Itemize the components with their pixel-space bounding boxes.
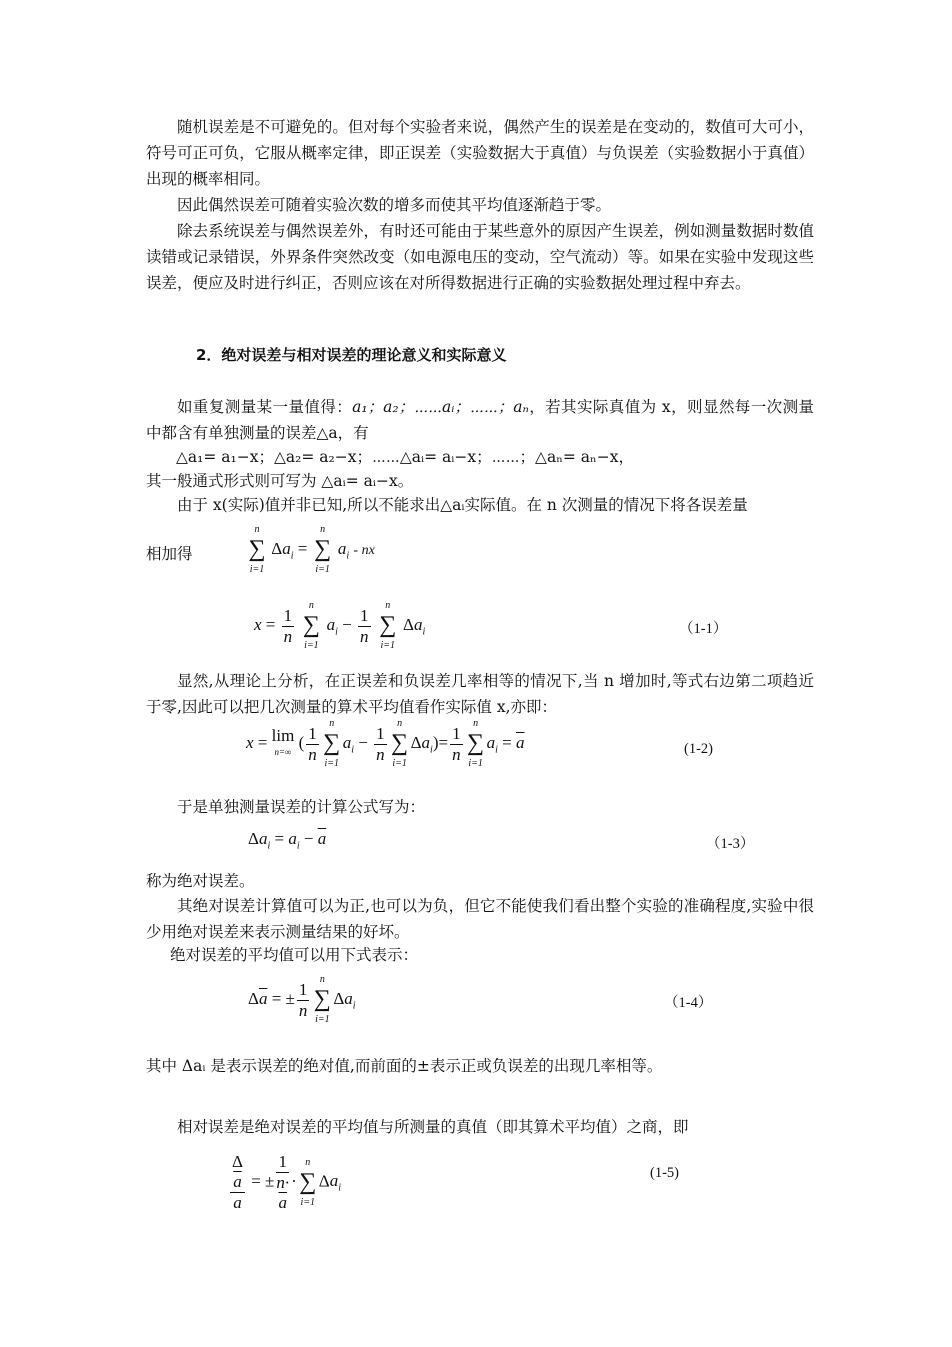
paragraph-relative-error: 相对误差是绝对误差的平均值与所测量的真值（即其算术平均值）之商，即: [177, 1118, 689, 1136]
measure-list: a₁；a₂；⋯⋯aᵢ；⋯⋯；aₙ: [352, 398, 529, 416]
paragraph-abs-value: 其中 Δaᵢ 是表示误差的绝对值,而前面的±表示正或负误差的出现几率相等。: [146, 1057, 663, 1075]
paragraph-theory: 显然,从理论上分析，在正误差和负误差几率相等的情况下,当 n 增加时,等式右边第二项趋近于零,因此可以把几次测量的算术平均值看作实际值 x,亦即：: [146, 672, 814, 716]
sum-symbol: n ∑ i=1: [314, 524, 332, 575]
paragraph-repeated-measure: [146, 394, 814, 446]
equation-number-1-3: （1-3）: [706, 836, 755, 852]
minus-nx: - nx: [353, 542, 375, 558]
paragraph-accidental-error: 除去系统误差与偶然误差外，有时还可能由于某些意外的原因产生误差，例如测量数据时数值读错或记录错误，外界条件突然改变（如电源电压的变动，空气流动）等。如果在实验中发现这些误差，便应及时进行纠正，否则应该在对所得数据进行正确的实验数据处理过程中弃去。: [146, 222, 814, 292]
sum-label: 相加得: [146, 545, 193, 563]
equation-1-4: $\Delta\overline{a}$ = ± $\frac{1}{n}$ n ∑ i=1 $\Delta a_i$: [248, 974, 356, 1025]
paragraph-mean-absolute: 绝对误差的平均值可以用下式表示：: [170, 946, 419, 964]
general-form-line: 其一般通式形式则可写为 △aᵢ= aᵢ−x。: [146, 472, 414, 490]
equation-number-1-4: （1-4）: [664, 995, 713, 1011]
equation-number-1-5: (1-5): [650, 1165, 679, 1181]
equation-number-1-2: (1-2): [684, 741, 713, 757]
equation-1-3: $\Delta a_i = a_i - \overline{a}$: [248, 829, 327, 852]
equation-number-1-1: （1-1）: [679, 621, 728, 637]
paragraph-single-error: 于是单独测量误差的计算公式写为：: [177, 798, 426, 816]
sum-symbol: n ∑ i=1: [248, 524, 266, 575]
paragraph-random-error: 随机误差是不可避免的。但对每个实验者来说，偶然产生的误差是在变动的，数值可大可小，符号可正可负，它服从概率定律，即正误差（实验数据大于真值）与负误差（实验数据小于真值）出现的概率相同。: [146, 118, 814, 188]
paragraph-absolute-error: 其绝对误差计算值可以为正,也可以为负，但它不能使我们看出整个实验的准确程度,实验中很少用绝对误差来表示测量结果的好坏。: [146, 897, 814, 941]
paragraph-unknown-x: 由于 x(实际)值并非已知,所以不能求出△aᵢ实际值。在 n 次测量的情况下将各误差量: [177, 496, 748, 514]
error-list-line: △a₁= a₁−x；△a₂= a₂−x；⋯⋯△aᵢ= aᵢ−x；⋯⋯；△aₙ= aₙ−x，: [176, 448, 634, 466]
section-heading: 2．绝对误差与相对误差的理论意义和实际意义: [196, 346, 507, 364]
equation-1-5: Δ $\overline{a}$ a = ± 1 n· $\overline{a}$ · n ∑ i=1 $\Delta a_i$: [232, 1152, 341, 1212]
measure-tail: ，若其实际真值为 x，则显然每一次测量中都含有单独测量的误差△a，有: [146, 398, 814, 442]
absolute-error-label: 称为绝对误差。: [146, 872, 255, 890]
equation-1-1: x = $\frac{1}{n}$ n ∑ i=1 $a_i$ − $\frac{1}{n}$ n ∑ i=1 $\Delta a_i$: [254, 600, 426, 651]
measure-intro: 如重复测量某一量值得：: [177, 398, 353, 416]
paragraph-mean-tends-zero: 因此偶然误差可随着实验次数的增多而使其平均值逐渐趋于零。: [177, 196, 612, 214]
equation-1-2: x = lim n=∞ ( $\frac{1}{n}$ n ∑ i=1 $a_i$ − $\frac{1}{n}$ n ∑ i=1 $\Delta a_i)=$ $\frac{1}{n}$ n ∑ i=1 $a_i = \overline{a}$: [246, 718, 525, 769]
sum-equation: n ∑ i=1 $\Delta a_i$ = n ∑ i=1 $a_i$ - nx: [246, 528, 375, 572]
